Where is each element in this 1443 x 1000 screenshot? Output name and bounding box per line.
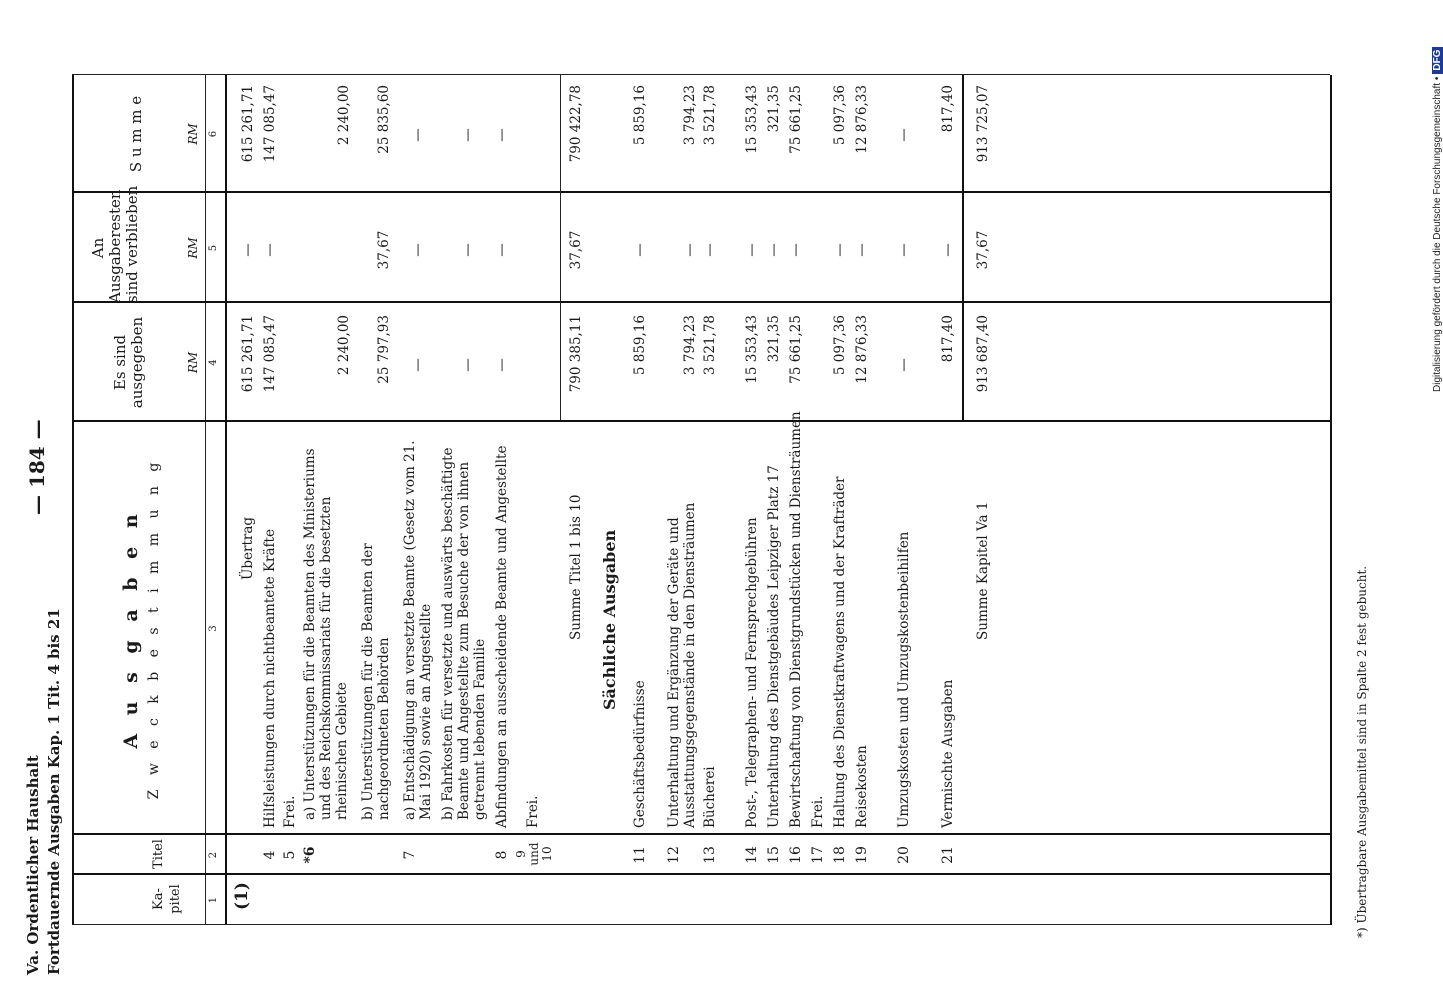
row-c6-9: 790 422,78	[568, 85, 584, 163]
row-titel-17: 17	[810, 846, 826, 864]
row-text-13: Bücherei	[702, 766, 718, 828]
row-c6-15: 321,35	[766, 85, 782, 133]
row-c4-3: 2 240,00	[336, 315, 352, 376]
row-text-20: Umzugskosten und Umzugskostenbeihilfen	[896, 531, 912, 828]
row-text-21: Vermischte Ausgaben	[940, 679, 956, 828]
row-c5-5: —	[410, 243, 426, 257]
row-titel-5: 7	[402, 850, 418, 860]
row-c6-22: 913 725,07	[975, 85, 991, 163]
header-line-1: Va. Ordentlicher Haushalt	[24, 755, 42, 975]
row-c6-21: 817,40	[940, 85, 956, 133]
row-titel-1: 4	[262, 850, 278, 860]
row-c6-6: —	[460, 128, 476, 142]
row-titel-16: 16	[788, 846, 804, 864]
row-c6-12: 3 794,23	[682, 85, 698, 146]
row-c4-20: —	[896, 358, 912, 372]
row-titel-15: 15	[766, 846, 782, 864]
page-number: — 184 —	[25, 419, 49, 515]
row-c4-13: 3 521,78	[702, 315, 718, 376]
row-c4-5: —	[410, 358, 426, 372]
row-c5-12: —	[682, 243, 698, 257]
colnum-3: 3	[208, 625, 219, 632]
row-titel-7: 8	[494, 850, 510, 860]
row-c5-7: —	[494, 243, 510, 257]
row-c4-6: —	[460, 358, 476, 372]
colnum-1: 1	[208, 896, 219, 904]
row-text-0: Übertrag	[240, 516, 256, 580]
row-text-3: a) Unterstützungen für die Beamten des Ministeriums und des Reichskommissariats für die besetzten rheinischen Gebiete	[302, 448, 350, 820]
row-c6-1: 147 085,47	[262, 85, 278, 163]
row-c5-15: —	[766, 243, 782, 257]
header-titel: Titel	[151, 839, 166, 869]
row-titel-20: 20	[896, 846, 912, 864]
row-c5-9: 37,67	[568, 230, 584, 270]
row-c4-21: 817,40	[940, 315, 956, 363]
row-c4-9: 790 385,11	[568, 315, 584, 393]
section-saechliche-ausgaben: Sächliche Ausgaben	[600, 529, 619, 710]
row-text-7: Abfindungen an ausscheidende Beamte und Angestellte	[494, 445, 510, 828]
row-text-19: Reisekosten	[854, 745, 870, 828]
row-c4-16: 75 661,25	[788, 315, 804, 384]
row-c4-4: 25 797,93	[376, 315, 392, 384]
colnum-5: 5	[208, 244, 219, 252]
row-c5-18: —	[832, 243, 848, 257]
row-text-15: Unterhaltung des Dienstgebäudes Leipziger Platz 17	[766, 465, 782, 828]
row-c4-0: 615 261,71	[240, 315, 256, 393]
row-titel-19: 19	[854, 846, 870, 864]
row-c5-21: —	[940, 243, 956, 257]
row-text-12: Unterhaltung und Ergänzung der Geräte und Ausstattungsgegenstände in den Diensträumen	[666, 502, 698, 828]
kapitel-mark: (1)	[232, 882, 252, 910]
row-c6-13: 3 521,78	[702, 85, 718, 146]
dfg-attribution-text: Digitalisierung gefördert durch die Deutsche Forschungsgemeinschaft •	[1432, 76, 1443, 392]
header-line-2: Fortdauernde Ausgaben Kap. 1 Tit. 4 bis 21	[45, 608, 63, 975]
row-text-9: Summe Titel 1 bis 10	[568, 494, 584, 640]
row-titel-18: 18	[832, 846, 848, 864]
row-text-4: b) Unterstützungen für die Beamten der nachgeordneten Behörden	[360, 543, 392, 820]
row-c4-1: 147 085,47	[262, 315, 278, 393]
row-titel-14: 14	[744, 846, 760, 864]
colnum-6: 6	[208, 130, 219, 138]
row-c5-19: —	[854, 243, 870, 257]
row-c5-1: —	[262, 243, 278, 257]
row-c4-12: 3 794,23	[682, 315, 698, 376]
col-border-left	[72, 924, 1330, 925]
row-c5-16: —	[788, 243, 804, 257]
table-top-rule	[72, 75, 74, 925]
row-c4-18: 5 097,36	[832, 315, 848, 376]
row-c4-14: 15 353,43	[744, 315, 760, 384]
row-c6-16: 75 661,25	[788, 85, 804, 154]
colnum-2: 2	[208, 851, 219, 859]
row-text-8: Frei.	[525, 795, 541, 828]
row-c6-20: —	[896, 128, 912, 142]
row-c6-3: 2 240,00	[336, 85, 352, 146]
row-titel-13: 13	[702, 846, 718, 864]
row-c6-0: 615 261,71	[240, 85, 256, 163]
row-text-14: Post-, Telegraphen- und Fernsprechgebühren	[744, 517, 760, 828]
row-titel-3: *6	[302, 846, 318, 864]
row-c5-22: 37,67	[975, 230, 991, 270]
subtotal-rule	[560, 75, 561, 420]
colnum-4: 4	[208, 359, 219, 366]
unit-col6: RM	[186, 123, 200, 145]
header-ausgaben: A u s g a b e n	[120, 508, 142, 749]
row-c6-18: 5 097,36	[832, 85, 848, 146]
row-titel-11: 11	[632, 846, 648, 864]
row-c4-11: 5 859,16	[632, 315, 648, 376]
row-c4-22: 913 687,40	[975, 315, 991, 393]
header-summe: S u m m e	[127, 95, 145, 173]
row-text-16: Bewirtschaftung von Dienstgrundstücken und Diensträumen	[788, 411, 804, 828]
row-text-11: Geschäftsbedürfnisse	[632, 680, 648, 828]
col-border-3	[72, 420, 1330, 422]
dfg-attribution	[1432, 47, 1443, 392]
row-c6-11: 5 859,16	[632, 85, 648, 146]
row-c5-13: —	[702, 243, 718, 257]
header-zweckbestimmung: Z w e c k b e s t i m m u n g	[146, 457, 162, 800]
row-text-18: Haltung des Dienstkraftwagens und der Krafträder	[832, 476, 848, 828]
row-c5-20: —	[896, 243, 912, 257]
row-titel-8: 9 und 10	[514, 842, 554, 866]
row-titel-12: 12	[666, 846, 682, 864]
row-titel-2: 5	[282, 850, 298, 860]
row-text-2: Frei.	[282, 795, 298, 828]
row-c6-7: —	[494, 128, 510, 142]
header-verblieben: An Ausgaberesten sind verblieben	[89, 185, 141, 303]
row-c6-5: —	[410, 128, 426, 142]
total-rule	[962, 75, 964, 420]
row-text-6: b) Fahrkosten für versetzte und auswärts beschäftigte Beamte und Angestellte zum Besuche der von ihnen getrennt lebenden Familie	[440, 447, 488, 820]
col-border-right	[72, 74, 1330, 75]
unit-col5: RM	[186, 237, 200, 259]
row-c6-14: 15 353,43	[744, 85, 760, 154]
table-bottom-rule	[1330, 75, 1332, 925]
col-border-5	[72, 191, 1330, 193]
unit-col4: RM	[186, 351, 200, 374]
header-bottom-rule	[225, 75, 227, 925]
header-ausgegeben: Es sind ausgegeben	[111, 316, 146, 409]
dfg-logo: DFG	[1432, 47, 1443, 74]
col-border-2	[72, 833, 1330, 835]
col-border-1	[72, 873, 1330, 875]
row-c4-7: —	[494, 358, 510, 372]
row-titel-21: 21	[940, 846, 956, 864]
row-c4-19: 12 876,33	[854, 315, 870, 384]
row-c5-0: —	[240, 243, 256, 257]
row-c6-4: 25 835,60	[376, 85, 392, 154]
row-c6-19: 12 876,33	[854, 85, 870, 154]
row-text-17: Frei.	[810, 795, 826, 828]
row-text-22: Summe Kapitel Va 1	[975, 501, 991, 640]
row-text-1: Hilfsleistungen durch nichtbeamtete Kräfte	[262, 529, 278, 828]
colnum-rule	[205, 75, 206, 925]
header-kapitel: Ka- pitel	[151, 884, 183, 914]
col-border-4	[72, 301, 1330, 303]
row-text-5: a) Entschädigung an versetzte Beamte (Gesetz vom 21. Mai 1920) sowie an Angestellte	[402, 440, 434, 820]
row-c5-14: —	[744, 243, 760, 257]
row-c5-6: —	[460, 243, 476, 257]
row-c4-15: 321,35	[766, 315, 782, 363]
row-c5-11: —	[632, 243, 648, 257]
row-c5-4: 37,67	[376, 230, 392, 270]
footnote: *) Übertragbare Ausgabemittel sind in Spalte 2 fest gebucht.	[1355, 565, 1369, 938]
